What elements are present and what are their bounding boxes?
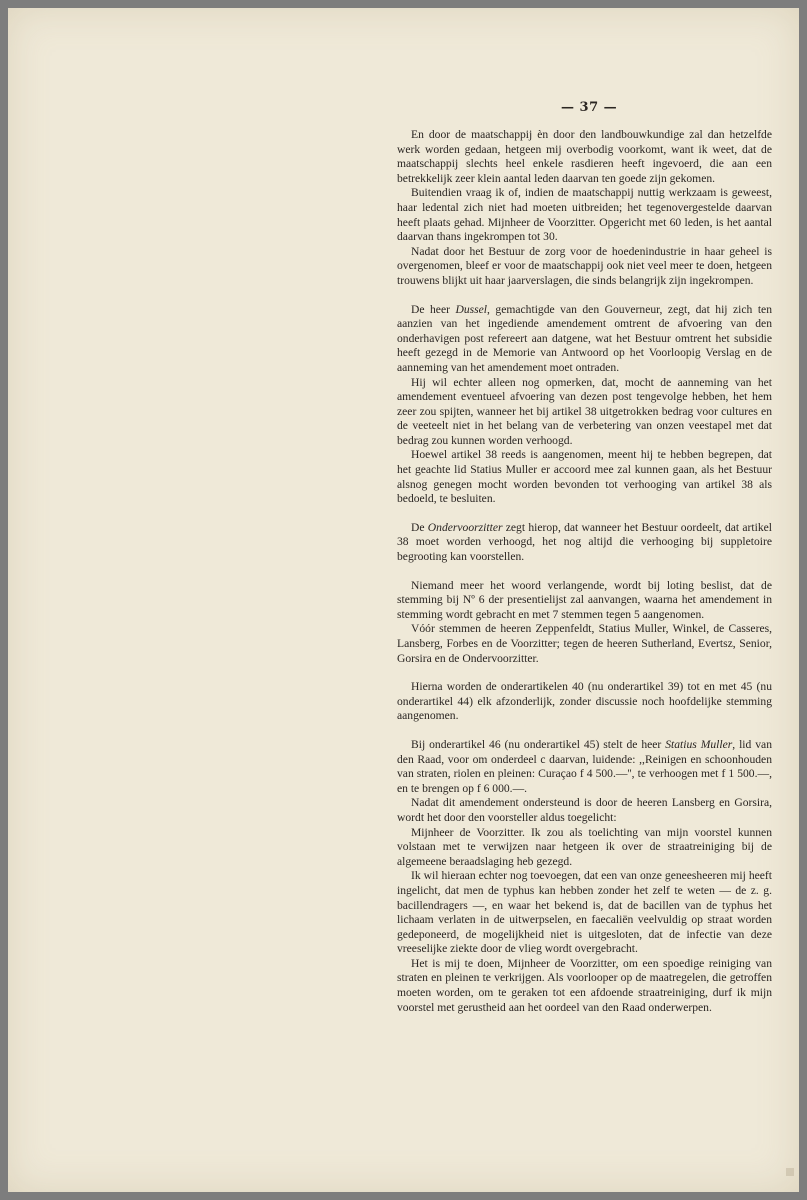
text-column [397,128,772,1015]
document-page [8,8,799,1192]
speaker-name: Ondervoorzitter [427,520,503,534]
paragraph: Vóór stemmen de heeren Zeppenfeldt, Statius Muller, Winkel, de Casseres, Lansberg, Forbes en de Voorzitter; tegen de heeren Sutherland, Evertsz, Senior, Gorsira en de Ondervoorzitter. [397,622,772,665]
paragraph: Hierna worden de onderartikelen 40 (nu onderartikel 39) tot en met 45 (nu onderartikel 44) elk afzonderlijk, zonder discussie noch hoofdelijke stemming aangenomen. [397,680,772,723]
paragraph-statius-muller [397,738,772,796]
paragraph: Mijnheer de Voorzitter. Ik zou als toelichting van mijn voorstel kunnen volstaan met te verwijzen naar hetgeen ik over de straatreiniging bij de algemeene beraadslaging heb gezegd. [397,825,772,868]
paragraph-ondervoorzitter [397,521,772,565]
paragraph-dussel [397,303,772,376]
text: zegt hierop, dat wanneer het Bestuur oordeelt, dat artikel 38 moet worden verhoogd, het nog altijd die verhooging bij suppletoire begrooting kan voorstellen. [397,520,772,564]
text: De heer [411,302,456,316]
page-number: — 37 — [561,100,618,115]
paragraph: Het is mij te doen, Mijnheer de Voorzitter, om een spoedige reiniging van straten en pleinen te verkrijgen. Als voorlooper op de maatregelen, die getroffen moeten worden, om te geraken tot een afdoende straatreiniging, durf ik mijn voorstel met gerustheid aan het oordeel van den Raad onderwerpen. [397,956,772,1014]
text: De [411,520,428,534]
paragraph: Nadat door het Bestuur de zorg voor de hoedenindustrie in haar geheel is overgenomen, bleef er voor de maatschappij ook niet veel meer te doen, hetgeen trouwens blijkt uit haar jaarverslagen, die sinds belangrijk zijn ingekrompen. [397,244,772,287]
paragraph: Hij wil echter alleen nog opmerken, dat, mocht de aanneming van het amendement eventueel afvoering van dezen post tengevolge hebben, het hem zeer zou spijten, wanneer het bij artikel 38 uitgetrokken bedrag voor cultures en de veeteelt niet in het belang van de verbetering van onzen veestapel met dat bedrag zou kunnen worden verhoogd. [397,375,772,447]
paragraph: Niemand meer het woord verlangende, wordt bij loting beslist, dat de stemming bij Nº 6 der presentielijst zal aanvangen, waarna het amendement in stemming wordt gebracht en met 7 stemmen tegen 5 aangenomen. [397,578,772,621]
paragraph: Nadat dit amendement ondersteund is door de heeren Lansberg en Gorsira, wordt het door den voorsteller aldus toegelicht: [397,796,772,824]
paper-mark [786,1168,794,1176]
paragraph: En door de maatschappij èn door den landbouwkundige zal dan hetzelfde werk worden gedaan, hetgeen mij overbodig voorkomt, want ik weet, dat de maatschappij slechts heel enkele rasdieren heeft ingevoerd, die aan een betrekkelijk zeer klein aantal leden daarvan ten goede zijn gekomen. [397,128,772,185]
paragraph: Ik wil hieraan echter nog toevoegen, dat een van onze geneesheeren mij heeft ingelicht, dat men de typhus kan hebben zonder het zelf te weten — de z. g. bacillendragers —, en waar het bekend is, dat de bacillen van de typhus het lichaam verlaten in de uitwerpselen, en faecaliën veelvuldig op straat worden gedeponeerd, de mogelijkheid niet is uitgesloten, dat de infectie van deze vreeselijke ziekte door de vlieg wordt overgebracht. [397,869,772,956]
speaker-name: Statius Muller [665,737,733,751]
text: , lid van den Raad, voor om onderdeel c daarvan, luidende: ,,Reinigen en schoonhouden van straten, riolen en pleinen: Curaçao f 4 500.—'', te verhoogen met f 1 500.—, en te brengen op f 6 000.—. [397,737,772,795]
text: , gemachtigde van den Gouverneur, zegt, dat hij zich ten aanzien van het ingediende amendement omtrent de afvoering van den onderhavigen post refereert aan datgene, wat het Bestuur omtrent het subsidie heeft gezegd in de Memorie van Antwoord op het Voorloopig Verslag en de aanneming van het amendement moet ontraden. [397,302,772,374]
speaker-name: Dussel [455,302,488,316]
paragraph: Hoewel artikel 38 reeds is aangenomen, meent hij te hebben begrepen, dat het geachte lid Statius Muller er accoord mee zal kunnen gaan, als het Bestuur alsnog genegen mocht worden bevonden tot verhooging van artikel 38 als bedoeld, te besluiten. [397,448,772,506]
text: Bij onderartikel 46 (nu onderartikel 45) stelt de heer [411,737,666,751]
paragraph: Buitendien vraag ik of, indien de maatschappij nuttig werkzaam is geweest, haar ledental zich niet had moeten uitbreiden; het tegenovergestelde daarvan heeft plaats gehad. Mijnheer de Voorzitter. Opgericht met 60 leden, is het aantal daarvan thans ingekrompen tot 30. [397,186,772,244]
